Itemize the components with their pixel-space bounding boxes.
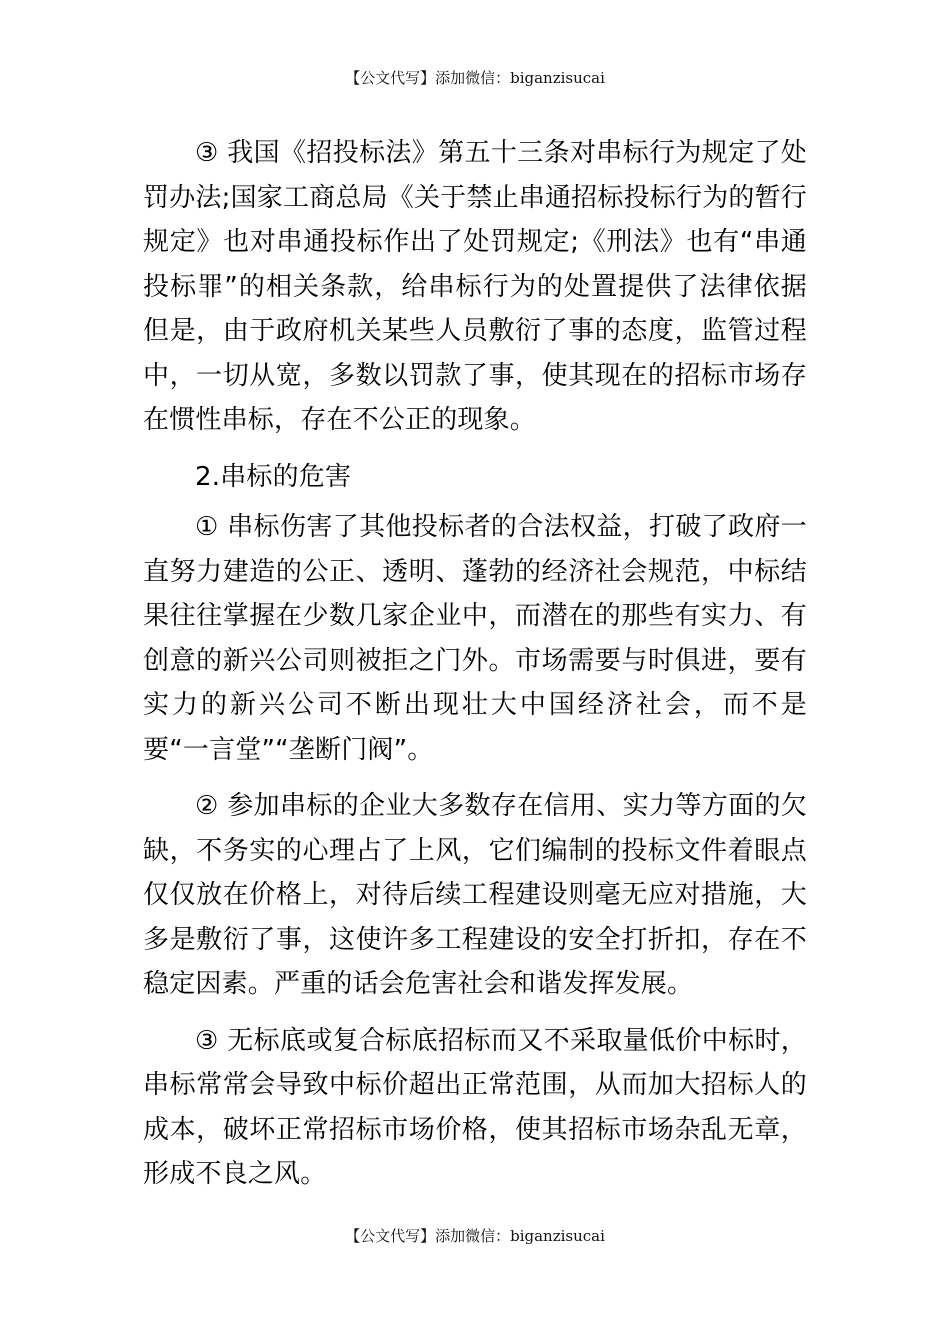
section-heading-harms: 2.串标的危害 — [195, 461, 352, 492]
page-footer: 【公文代写】添加微信：biganzisucai — [345, 1227, 605, 1245]
paragraph-harm-1: ① 串标伤害了其他投标者的合法权益，打破了政府一直努力建造的公正、透明、蓬勃的经济社会规范，中标结果往往掌握在少数几家企业中，而潜在的那些有实力、有创意的新兴公司则被拒之门外。市场需要与时俱进，要有实力的新兴公司不断出现壮大中国经济社会，而不是要“一言堂”“垄断门阀”。 — [143, 512, 807, 765]
paragraph-penalty-provisions: ③ 我国《招投标法》第五十三条对串标行为规定了处罚办法;国家工商总局《关于禁止串通招标投标行为的暂行规定》也对串通投标作出了处罚规定;《刑法》也有“串通投标罪”的相关条款，给串标行为的处置提供了法律依据但是，由于政府机关某些人员敷衍了事的态度，监管过程中，一切从宽，多数以罚款了事，使其现在的招标市场存在惯性串标，存在不公正的现象。 — [143, 138, 807, 435]
paragraph-harm-3: ③ 无标底或复合标底招标而又不采取量低价中标时，串标常常会导致中标价超出正常范围，从而加大招标人的成本，破坏正常招标市场价格，使其招标市场杂乱无章，形成不良之风。 — [143, 1025, 807, 1189]
paragraph-harm-2: ② 参加串标的企业大多数存在信用、实力等方面的欠缺，不务实的心理占了上风，它们编制的投标文件着眼点仅仅放在价格上，对待后续工程建设则毫无应对措施，大多是敷衍了事，这使许多工程建设的安全打折扣，存在不稳定因素。严重的话会危害社会和谐发挥发展。 — [143, 791, 807, 999]
page-header: 【公文代写】添加微信：biganzisucai — [345, 69, 605, 87]
document-body — [143, 131, 807, 1209]
